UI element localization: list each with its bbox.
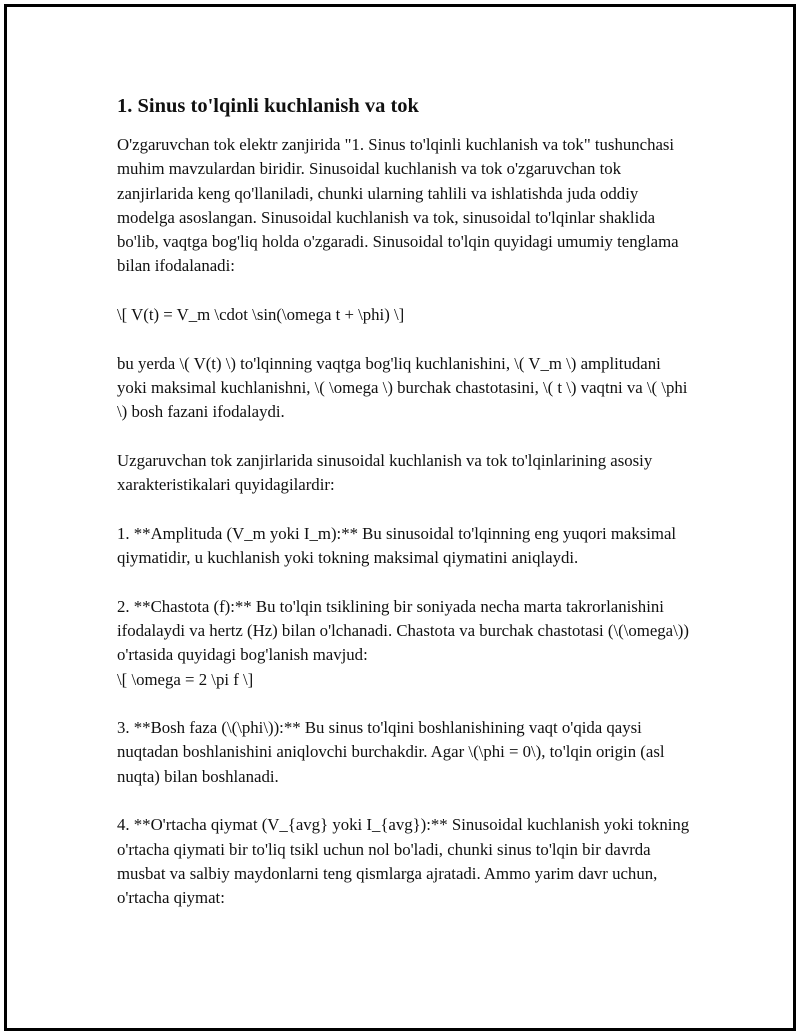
formula-omega: \[ \omega = 2 \pi f \]	[117, 669, 254, 689]
section-heading: 1. Sinus to'lqinli kuchlanish va tok	[117, 95, 419, 117]
document-body	[117, 92, 692, 935]
intro-paragraph: O'zgaruvchan tok elektr zanjirida "1. Sinus to'lqinli kuchlanish va tok" tushunchasi muhim mavzulardan biridir. Sinusoidal kuchlanish va tok o'zgaruvchan tok zanjirlarida keng qo'llaniladi, chunki ularning tahlili va ishlatishda juda oddiy modelga asoslangan. Sinusoidal kuchlanish va tok, sinusoidal to'lqinlar shaklida bo'lib, vaqtga bog'liq holda o'zgaradi. Sinusoidal to'lqin quyidagi umumiy tenglama bilan ifodalanadi:	[117, 135, 679, 276]
item-phase: 3. **Bosh faza (\(\phi\)):** Bu sinus to'lqini boshlanishining vaqt o'qida qaysi nuqtadan boshlanishini aniqlovchi burchakdir. Agar \(\phi = 0\), to'lqin origin (asl nuqta) bilan boshlanadi.	[117, 718, 665, 786]
spacer	[117, 692, 692, 716]
item-frequency-text: 2. **Chastota (f):** Bu to'lqin tsiklining bir soniyada necha marta takrorlanishini ifodalaydi va hertz (Hz) bilan o'lchanadi. Chastota va burchak chastotasi (\(\omega\)) o'rtasida quyidagi bog'lanish mavjud:	[117, 596, 689, 665]
item-frequency	[117, 595, 692, 692]
item-average: 4. **O'rtacha qiymat (V_{avg} yoki I_{avg}):** Sinusoidal kuchlanish yoki tokning o'rtacha qiymati bir to'liq tsikl uchun nol bo'ladi, chunki sinus to'lqin bir davrda musbat va salbiy maydonlarni teng qismlarga ajratadi. Ammo yarim davr uchun, o'rtacha qiymat:	[117, 815, 690, 908]
item-amplitude: 1. **Amplituda (V_m yoki I_m):** Bu sinusoidal to'lqinning eng yuqori maksimal qiymatidir, u kuchlanish yoki tokning maksimal qiymatini aniqlaydi.	[117, 523, 677, 568]
formula-voltage: \[ V(t) = V_m \cdot \sin(\omega t + \phi) \]	[117, 305, 405, 325]
variables-paragraph: bu yerda \( V(t) \) to'lqinning vaqtga bog'liq kuchlanishini, \( V_m \) amplitudani yoki maksimal kuchlanishni, \( \omega \) burchak chastotasini, \( t \) vaqtni va \( \phi \) bosh fazani ifodalaydi.	[117, 353, 688, 422]
characteristics-intro: Uzgaruvchan tok zanjirlarida sinusoidal kuchlanish va tok to'lqinlarining asosiy xarakteristikalari quyidagilardir:	[117, 450, 653, 495]
